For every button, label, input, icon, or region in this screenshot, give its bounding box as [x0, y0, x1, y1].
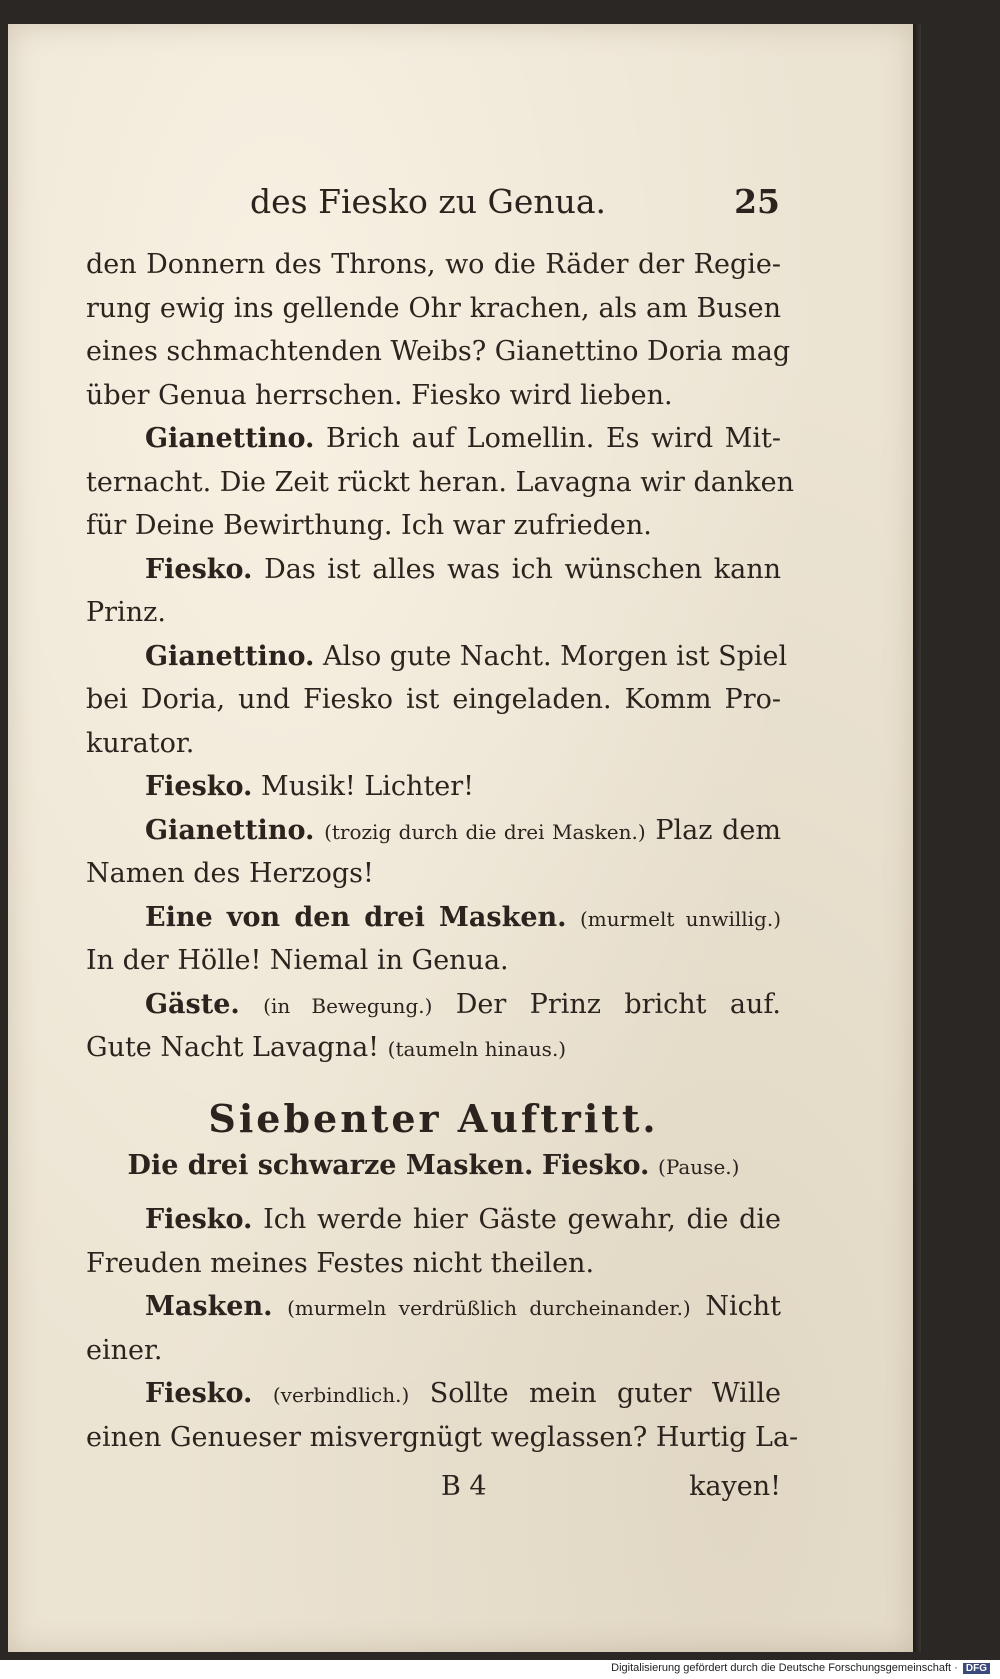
text-line: eines schmachtenden Weibs? Gianettino Doria mag	[86, 336, 791, 367]
text-line: In der Hölle! Niemal in Genua.	[86, 945, 509, 976]
speech-text: Musik! Lichter!	[261, 771, 475, 802]
dfg-logo: DFG	[963, 1663, 990, 1674]
speech-fiesko-3	[86, 1198, 781, 1242]
speaker-name: Fiesko.	[145, 553, 253, 585]
speech-text: Sollte mein guter Wille	[429, 1378, 781, 1409]
text-line: bei Doria, und Fiesko ist eingeladen. Komm Pro-	[86, 684, 781, 715]
page-number: 25	[734, 182, 780, 221]
stage-direction: (murmeln verdrüßlich durcheinander.)	[287, 1296, 691, 1320]
speech-gianettino-1	[86, 417, 781, 461]
speech-text: Brich auf Lomellin. Es wird Mit-	[326, 423, 781, 454]
speaker-name: Eine von den drei Masken.	[145, 901, 567, 933]
text-line: den Donnern des Throns, wo die Räder der Regie-	[86, 249, 781, 280]
speech-text: Der Prinz bricht auf.	[455, 988, 781, 1020]
scene-persons-masks: Die drei schwarze Masken.	[127, 1150, 534, 1181]
scene-heading: Siebenter Auftritt.	[208, 1096, 659, 1141]
text-line: einer.	[86, 1334, 163, 1366]
scene-persons	[86, 1150, 781, 1181]
speech-gaeste	[86, 983, 781, 1027]
scene-persons-fiesko: Fiesko.	[541, 1150, 650, 1181]
speech-fiesko-1	[86, 548, 781, 592]
credit-text: Digitalisierung gefördert durch die Deutsche Forschungsgemeinschaft ·	[611, 1662, 958, 1674]
speech-gianettino-3	[86, 809, 781, 853]
text-line: Namen des Herzogs!	[86, 858, 374, 889]
running-title: des Fiesko zu Genua.	[250, 182, 607, 221]
speech-text: Das ist alles was ich wünschen kann	[264, 553, 781, 585]
speech-text: Nicht	[705, 1291, 781, 1322]
text-line: Freuden meines Festes nicht theilen.	[86, 1247, 595, 1279]
digitization-credit	[0, 1662, 990, 1679]
stage-direction: (in Bewegung.)	[263, 993, 433, 1018]
speech-fiesko-2	[86, 765, 781, 809]
speech-maske-1	[86, 896, 781, 940]
signature-mark: B 4	[441, 1471, 487, 1502]
catchword: kayen!	[689, 1471, 781, 1502]
speaker-name: Fiesko.	[145, 1204, 253, 1235]
speech-fiesko-4	[86, 1372, 781, 1416]
text-line: für Deine Bewirthung. Ich war zufrieden.	[86, 510, 652, 541]
text-line: rung ewig ins gellende Ohr krachen, als am Busen	[86, 292, 781, 324]
text-block-2	[86, 1198, 799, 1459]
book-spine	[913, 24, 921, 1652]
text-line: einen Genueser misvergnügt weglassen? Hurtig La-	[86, 1421, 799, 1453]
speaker-name: Fiesko.	[145, 771, 253, 802]
speech-text: Gute Nacht Lavagna!	[86, 1032, 380, 1063]
speaker-name: Masken.	[145, 1291, 273, 1322]
stage-direction: (murmelt unwillig.)	[579, 906, 781, 931]
stage-direction: (trozig durch die drei Masken.)	[324, 819, 646, 844]
running-header	[250, 182, 780, 232]
speaker-name: Fiesko.	[145, 1378, 253, 1409]
speaker-name: Gianettino.	[145, 640, 315, 672]
stage-direction: (verbindlich.)	[272, 1383, 410, 1407]
stage-direction: (taumeln hinaus.)	[387, 1037, 567, 1061]
text-line: ternacht. Die Zeit rückt heran. Lavagna wir danken	[86, 466, 794, 498]
speaker-name: Gianettino.	[145, 814, 315, 846]
speech-text: Also gute Nacht. Morgen ist Spiel	[322, 640, 788, 672]
speech-masken	[86, 1285, 781, 1329]
speech-gianettino-2	[86, 635, 788, 679]
text-line: kurator.	[86, 727, 195, 759]
speech-text: Ich werde hier Gäste gewahr, die die	[263, 1204, 781, 1235]
stage-direction: (Pause.)	[658, 1155, 740, 1179]
text-block-1	[86, 243, 794, 1070]
text-line: Prinz.	[86, 597, 166, 628]
speech-text: Plaz dem	[655, 814, 781, 846]
speaker-name: Gianettino.	[145, 423, 315, 454]
page-footer	[86, 1471, 781, 1515]
text-line: über Genua herrschen. Fiesko wird lieben.	[86, 379, 673, 411]
speaker-name: Gäste.	[145, 988, 240, 1020]
text-line	[86, 1026, 781, 1070]
